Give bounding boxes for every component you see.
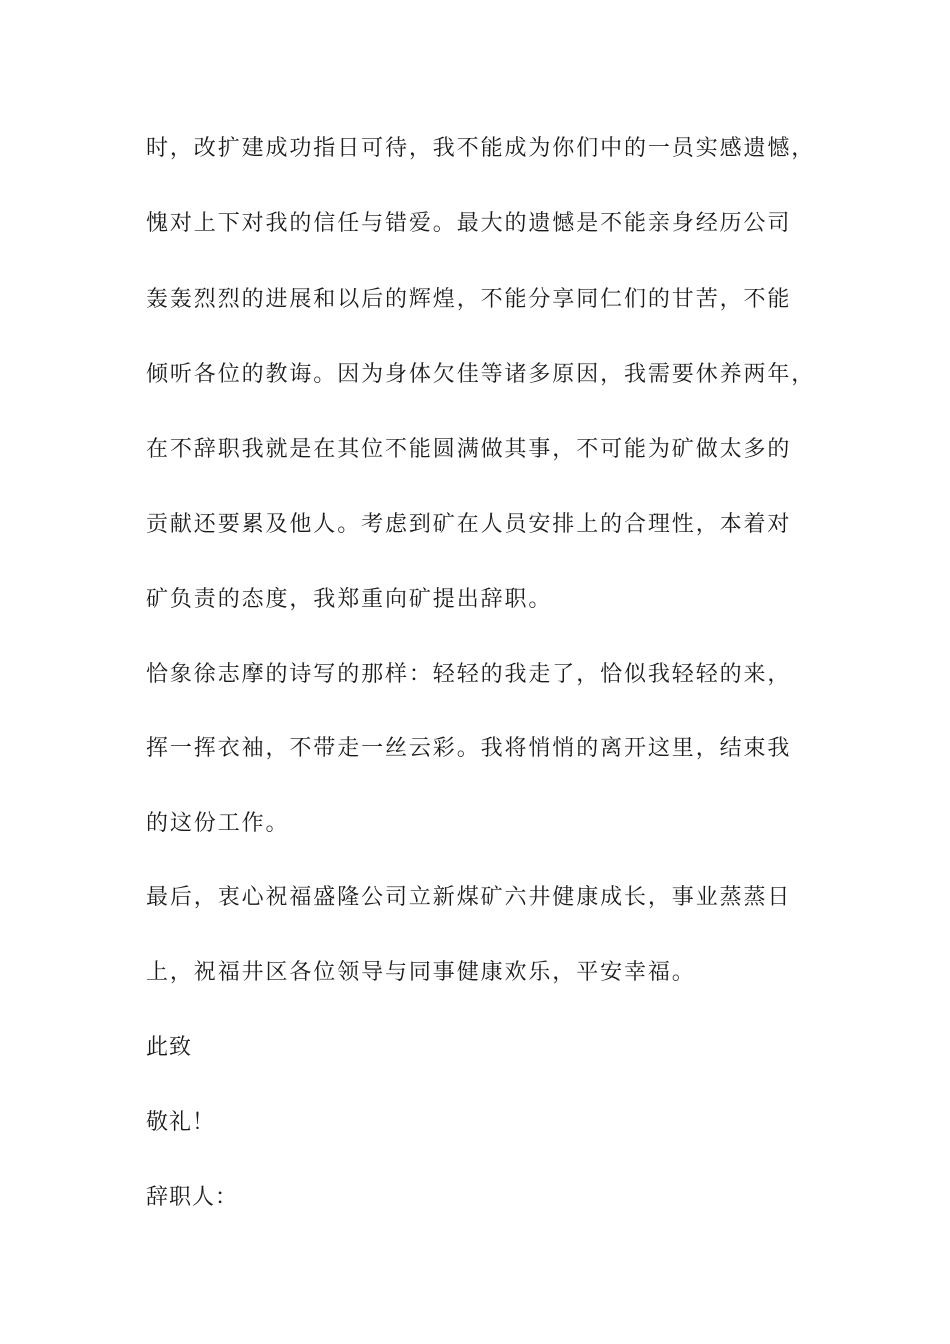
body-line: 的这份工作。 (146, 811, 290, 836)
body-line: 愧对上下对我的信任与错爱。最大的遗憾是不能亲身经历公司 (146, 211, 792, 236)
body-line: 倾听各位的教诲。因为身体欠佳等诸多原因，我需要休养两年， (146, 362, 816, 387)
regards-line: 敬礼！ (146, 1110, 216, 1135)
salutation-line: 此致 (146, 1035, 193, 1060)
body-line: 恰象徐志摩的诗写的那样：轻轻的我走了，恰似我轻轻的来， (146, 662, 792, 687)
body-line: 上，祝福井区各位领导与同事健康欢乐，平安幸福。 (146, 960, 696, 985)
body-line: 最后，衷心祝福盛隆公司立新煤矿六井健康成长，事业蒸蒸日 (146, 885, 792, 910)
body-line: 轰轰烈烈的进展和以后的辉煌，不能分享同仁们的甘苦，不能 (146, 287, 792, 312)
signature-label: 辞职人： (146, 1185, 239, 1210)
body-line: 在不辞职我就是在其位不能圆满做其事，不可能为矿做太多的 (146, 437, 792, 462)
body-line: 矿负责的态度，我郑重向矿提出辞职。 (146, 587, 553, 612)
body-line: 时，改扩建成功指日可待，我不能成为你们中的一员实感遗憾， (146, 136, 816, 161)
body-line: 贡献还要累及他人。考虑到矿在人员安排上的合理性，本着对 (146, 512, 792, 537)
body-line: 挥一挥衣袖，不带走一丝云彩。我将悄悄的离开这里，结束我 (146, 736, 792, 761)
